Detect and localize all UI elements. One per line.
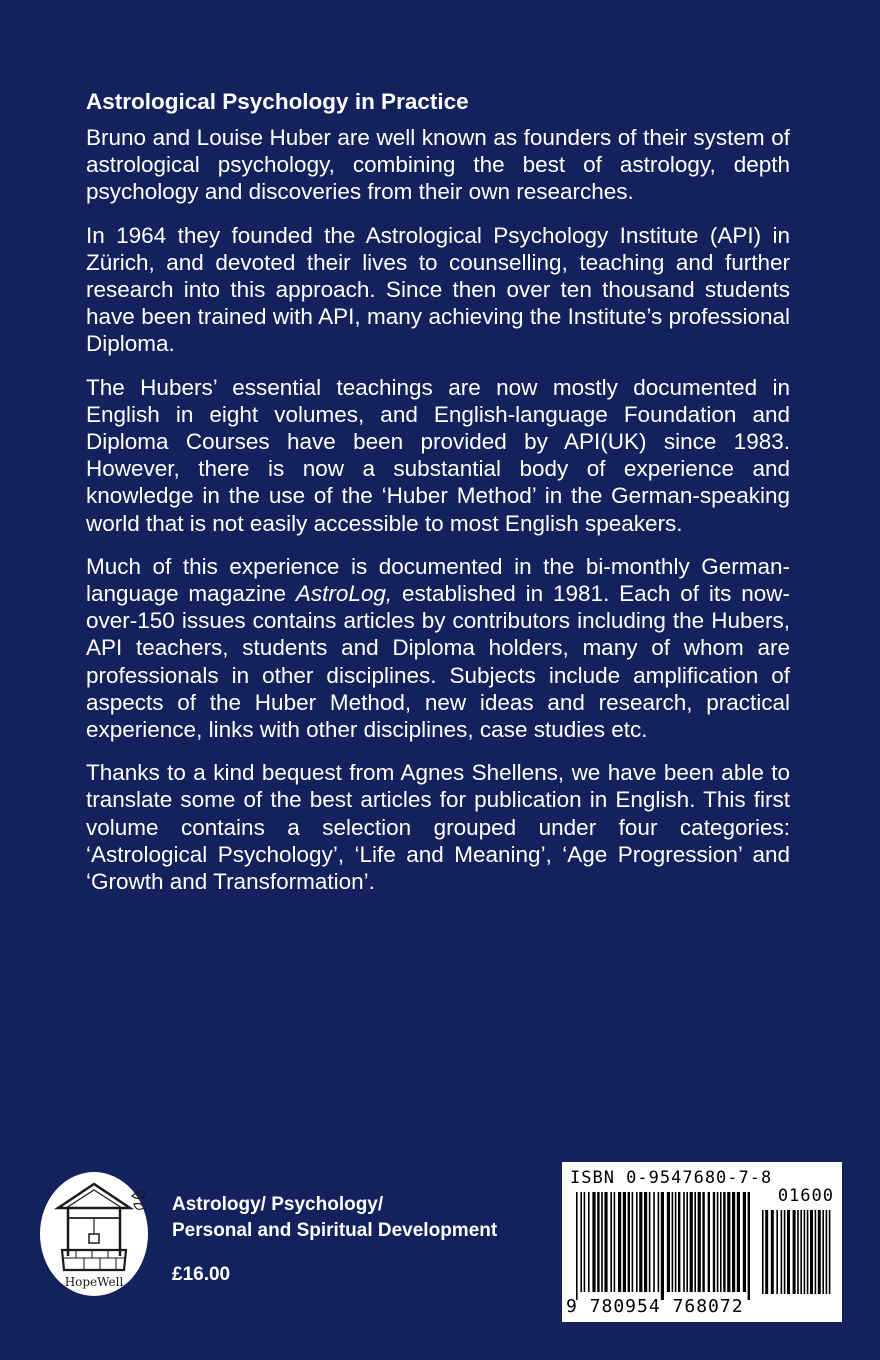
barcode-bar xyxy=(653,1192,655,1292)
barcode-bar xyxy=(639,1192,642,1292)
barcode-addon-bar xyxy=(810,1210,813,1294)
barcode-bar xyxy=(748,1192,750,1300)
barcode-bar xyxy=(588,1192,590,1292)
barcode-addon-bar xyxy=(776,1210,778,1294)
barcode-bar xyxy=(672,1192,674,1292)
barcode-bar xyxy=(632,1192,634,1292)
barcode-addon-bar xyxy=(826,1210,828,1294)
blurb-paragraph-2: In 1964 they founded the Astrological Psychology Institute (API) in Zürich, and devoted their lives to counselling, teaching and further research into this approach. Since then over ten thousand students have been trained with API, many achieving the Institute’s professional Diploma. xyxy=(86,222,790,357)
blurb-paragraph-1: Bruno and Louise Huber are well known as founders of their system of astrological psychology, combining the best of astrology, depth psychology and discoveries from their own researches. xyxy=(86,125,790,205)
barcode-bar xyxy=(667,1192,670,1292)
barcode-bar xyxy=(727,1192,730,1292)
category-line-1: Astrology/ Psychology/ xyxy=(172,1194,384,1215)
barcode-addon-bar xyxy=(797,1210,799,1294)
barcode-bar xyxy=(737,1192,740,1292)
barcode-addon-bar xyxy=(787,1210,790,1294)
barcode-addon-bar xyxy=(829,1210,831,1294)
barcode-addon-bar xyxy=(784,1210,786,1294)
barcode-bar xyxy=(720,1192,722,1292)
blurb-paragraph-5: Thanks to a kind bequest from Agnes Shellens, we have been able to translate some of the best articles for publication in English. This first volume contains a selection grouped under four categories: ‘Astrological Psychology’, ‘Life and Meaning’, ‘Age Progression’ and ‘Growth and Transformation’. xyxy=(86,760,790,895)
barcode-addon-bar xyxy=(765,1210,768,1294)
barcode-addon-bar xyxy=(818,1210,821,1294)
barcode-bar xyxy=(592,1192,595,1292)
barcode-addon-bar xyxy=(800,1210,802,1294)
barcode-price-code: 01600 xyxy=(777,1186,834,1206)
category-line-2: Personal and Spiritual Development xyxy=(172,1220,498,1241)
barcode-bar xyxy=(743,1192,746,1292)
barcode-bar xyxy=(601,1192,603,1292)
barcode-bar xyxy=(610,1192,612,1292)
barcode-bar xyxy=(628,1192,630,1292)
barcode-bar xyxy=(604,1192,607,1292)
barcode-bar xyxy=(683,1192,685,1292)
ean-number: 9 780954 768072 xyxy=(566,1296,744,1317)
barcode-bar xyxy=(580,1192,582,1292)
barcode-bar xyxy=(686,1192,688,1292)
barcode-bar xyxy=(717,1192,719,1292)
blurb-heading: Astrological Psychology in Practice xyxy=(86,89,469,114)
barcode-bar xyxy=(708,1192,710,1292)
barcode-bar xyxy=(723,1192,725,1292)
barcode-addon-bar xyxy=(781,1210,783,1294)
blurb-paragraph-4 xyxy=(86,553,790,743)
barcode-bar xyxy=(584,1192,586,1292)
barcode-bar xyxy=(675,1192,677,1292)
isbn-label: ISBN 0-9547680-7-8 xyxy=(570,1168,773,1188)
subject-categories xyxy=(172,1192,497,1244)
barcode-bar xyxy=(698,1192,701,1292)
barcode-bar xyxy=(732,1192,735,1292)
hopewell-logo xyxy=(36,1170,156,1300)
barcode-bar xyxy=(658,1192,660,1292)
blurb-paragraph-3: The Hubers’ essential teachings are now mostly documented in English in eight volumes, and English-language Foundation and Diploma Courses have been provided by API(UK) since 1983. However, there is now a substantial body of experience and knowledge in the use of the ‘Huber Method’ in the German-speaking world that is not easily accessible to most English speakers. xyxy=(86,374,790,536)
barcode-bar xyxy=(618,1192,621,1292)
barcode-bar xyxy=(597,1192,599,1292)
barcode-bar xyxy=(702,1192,704,1292)
barcode-addon-bar xyxy=(793,1210,796,1294)
barcode-bar xyxy=(576,1192,578,1300)
barcode-addon-bar xyxy=(822,1210,824,1294)
barcode-bar xyxy=(614,1192,616,1292)
barcode-addon-bar xyxy=(804,1210,806,1294)
barcode-addon-bar xyxy=(762,1210,764,1294)
para4-after: established in 1981. Each of its now-over-150 issues contains articles by contributors including the Hubers, API teachers, students and Diploma holders, many of whom are professionals in other disciplines. Subjects include amplification of aspects of the Huber Method, new ideas and research, practical experience, links with other disciplines, case studies etc. xyxy=(86,581,790,743)
barcode-bar xyxy=(678,1192,680,1292)
barcode-bar xyxy=(661,1192,664,1300)
barcode-addon-bar xyxy=(771,1210,774,1294)
barcode-bar xyxy=(644,1192,647,1292)
wishing-well-icon xyxy=(36,1170,156,1300)
book-price: £16.00 xyxy=(172,1264,231,1285)
back-cover-text xyxy=(86,88,790,911)
isbn-barcode xyxy=(562,1162,842,1322)
magazine-title: AstroLog, xyxy=(295,581,393,607)
barcode-bar xyxy=(690,1192,693,1292)
barcode-bar xyxy=(649,1192,651,1292)
barcode-bar xyxy=(713,1192,715,1292)
barcode-addon-bar xyxy=(807,1210,809,1294)
barcode-bar xyxy=(694,1192,696,1292)
barcode-bar xyxy=(636,1192,638,1292)
barcode-addon-bar xyxy=(815,1210,817,1294)
barcode-bar xyxy=(623,1192,626,1292)
publisher-logo-text: HopeWell xyxy=(64,1275,124,1289)
para4-before: Much of this experience is documented in the bi-monthly German-language magazine xyxy=(86,553,790,607)
